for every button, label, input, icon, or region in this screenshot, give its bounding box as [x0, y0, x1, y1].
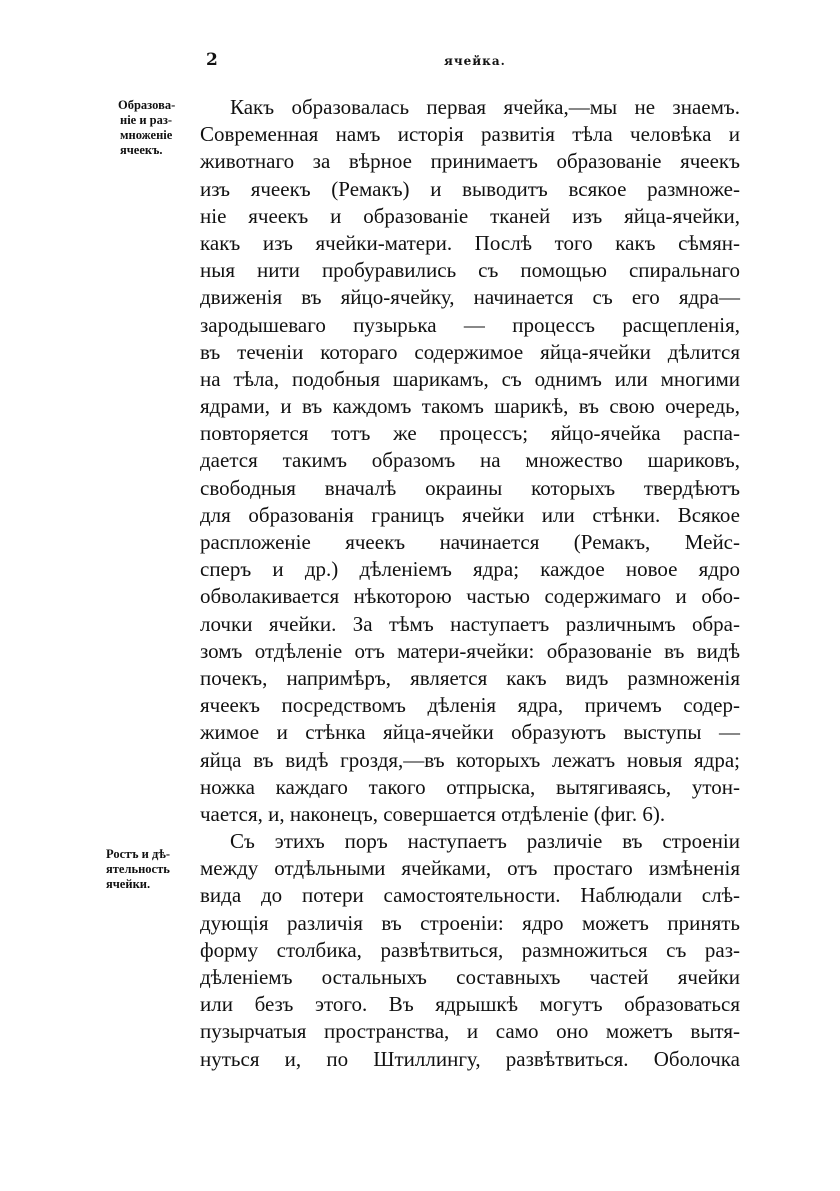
text-line: изъ ячеекъ (Ремакъ) и выводитъ всякое размноже-	[200, 176, 740, 201]
text-line: дается такимъ образомъ на множество шариковъ,	[200, 448, 740, 473]
text-line: Какъ образовалась первая ячейка,—мы не знаемъ.	[230, 95, 740, 119]
margin-note-line: ячейки.	[106, 877, 151, 891]
text-line: сперъ и др.) дѣленіемъ ядра; каждое новое ядро	[200, 557, 740, 582]
text-line: обволакивается нѣкоторою частью содержимаго и обо-	[200, 584, 740, 609]
margin-note-line: множеніе	[120, 128, 173, 142]
text-line: въ теченіи котораго содержимое яйца-ячейки дѣлится	[200, 339, 740, 364]
text-line: Съ этихъ поръ наступаетъ различіе въ строеніи	[230, 829, 740, 854]
text-line: между отдѣльными ячейками, отъ простаго измѣненія	[200, 856, 740, 881]
text-line: зомъ отдѣленіе отъ матери-ячейки: образованіе въ видѣ	[200, 638, 740, 663]
margin-note-origin	[118, 98, 175, 158]
text-line: ныя нити пробуравились съ помощью спиральнаго	[200, 258, 740, 283]
text-line: повторяется тотъ же процессъ; яйцо-ячейка распа-	[200, 421, 740, 446]
text-line: распложеніе ячеекъ начинается (Ремакъ, Мейс-	[200, 530, 740, 554]
text-line: жимое и стѣнка яйца-ячейки образуютъ выступы —	[200, 720, 740, 745]
text-line: животнаго за вѣрное принимаетъ образованіе ячеекъ	[200, 149, 740, 174]
page-number: 2	[206, 50, 218, 70]
text-line: чается, и, наконецъ, совершается отдѣленіе (фиг. 6).	[200, 801, 666, 826]
text-line: свободныя вначалѣ окраины которыхъ твердѣютъ	[200, 475, 740, 500]
margin-note-line: Образова-	[118, 98, 176, 112]
text-line: Современная намъ исторія развитія тѣла человѣка и	[200, 122, 740, 147]
margin-note-line: ятельность	[106, 862, 170, 876]
body-text	[200, 94, 740, 1073]
text-line: на тѣла, подобныя шарикамъ, съ однимъ или многими	[200, 366, 740, 391]
margin-note-line: ніе и раз-	[120, 113, 173, 127]
margin-note-line: ячеекъ.	[120, 143, 163, 157]
text-line: ніе ячеекъ и образованіе тканей изъ яйца-ячейки,	[200, 203, 740, 228]
text-line: вида до потери самостоятельности. Наблюдали слѣ-	[200, 883, 740, 908]
text-line: дующія различія въ строеніи: ядро можетъ принять	[200, 910, 740, 935]
text-line: движенія въ яйцо-ячейку, начинается съ его ядра—	[200, 285, 740, 310]
text-line: нуться и, по Штиллингу, развѣтвиться. Оболочка	[200, 1046, 740, 1071]
margin-note-line: Ростъ и дѣ-	[106, 847, 170, 861]
margin-note-growth	[106, 847, 170, 892]
text-line: какъ изъ ячейки-матери. Послѣ того какъ сѣмян-	[200, 230, 740, 255]
text-line: лочки ячейки. За тѣмъ наступаетъ различнымъ обра-	[200, 611, 740, 636]
running-head: ячейка.	[444, 54, 506, 68]
text-line: яйца въ видѣ гроздя,—въ которыхъ лежатъ новыя ядра;	[200, 747, 740, 772]
text-line: форму столбика, развѣтвиться, размножиться съ раз-	[200, 937, 740, 962]
text-line: ножка каждаго такого отпрыска, вытягиваясь, утон-	[200, 774, 740, 799]
text-line: для образованія границъ ячейки или стѣнки. Всякое	[200, 502, 740, 527]
text-line: ядрами, и въ каждомъ такомъ шарикѣ, въ свою очередь,	[200, 394, 740, 419]
text-line: ячеекъ посредствомъ дѣленія ядра, причемъ содер-	[200, 693, 740, 718]
text-line: пузырчатыя пространства, и само оно можетъ вытя-	[200, 1019, 740, 1044]
text-line: почекъ, напримѣръ, является какъ видъ размноженія	[200, 665, 740, 690]
text-line: дѣленіемъ остальныхъ составныхъ частей ячейки	[200, 965, 740, 989]
text-line: зародышеваго пузырька — процессъ расщепленія,	[200, 312, 740, 337]
text-line: или безъ этого. Въ ядрышкѣ могутъ образоваться	[200, 992, 740, 1017]
